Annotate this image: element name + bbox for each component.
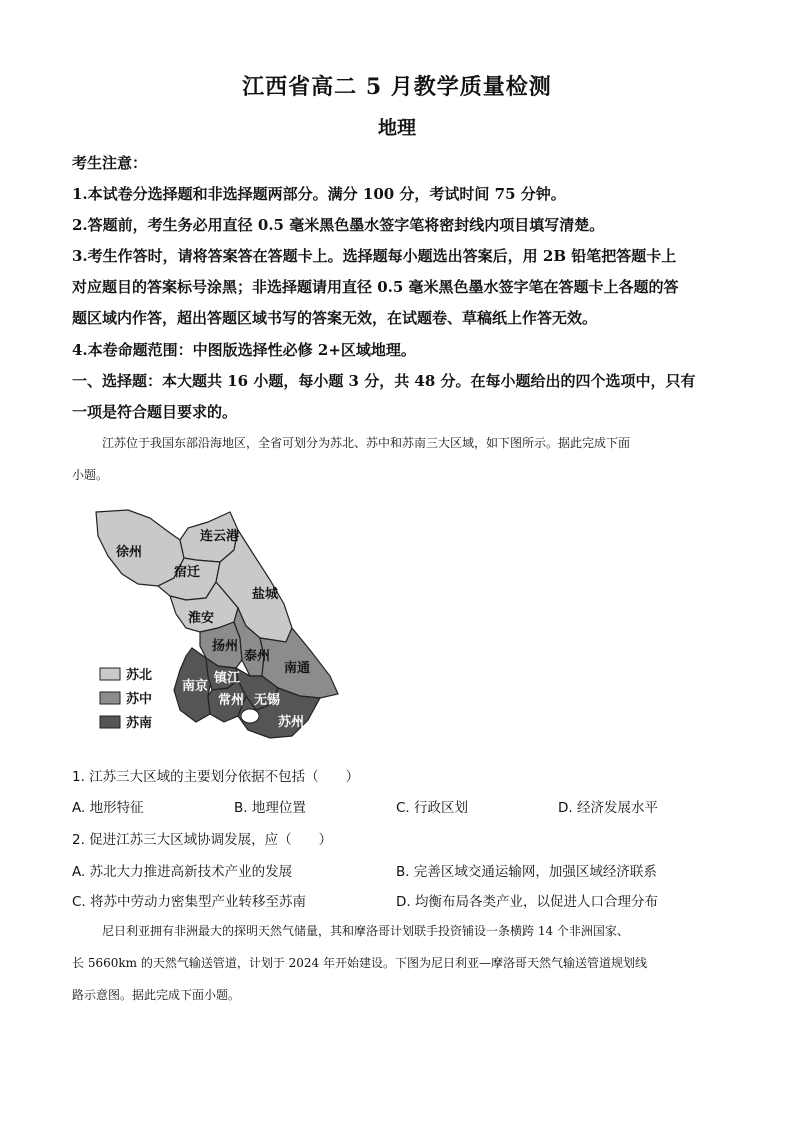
label-taizhou: 泰州 bbox=[244, 649, 271, 664]
legend-label-suzhong: 苏中 bbox=[126, 692, 153, 707]
legend-swatch-suzhong bbox=[100, 692, 120, 704]
notice-item: 1.本试卷分选择题和非选择题两部分。满分 100 分，考试时间 75 分钟。 bbox=[72, 185, 566, 203]
subject-title: 地理 bbox=[377, 117, 416, 139]
notice-heading: 考生注意： bbox=[72, 154, 148, 172]
question-2-stem: 2. 促进江苏三大区域协调发展，应（ ） bbox=[72, 832, 333, 848]
section-heading: 一、选择题：本大题共 16 小题，每小题 3 分，共 48 分。在每小题给出的四个选项中，只有 bbox=[72, 372, 696, 390]
notice-item: 对应题目的答案标号涂黑；非选择题请用直径 0.5 毫米黑色墨水签字笔在答题卡上各题的答 bbox=[72, 278, 679, 296]
jiangsu-region-map bbox=[88, 500, 348, 750]
section-heading-cont: 一项是符合题目要求的。 bbox=[72, 403, 238, 421]
legend-label-sunan: 苏南 bbox=[126, 716, 153, 731]
passage-1-cont: 小题。 bbox=[72, 468, 109, 482]
notice-item: 3.考生作答时，请将答案答在答题卡上。选择题每小题选出答案后，用 2B 铅笔把答题卡上 bbox=[72, 247, 677, 265]
label-changzhou: 常州 bbox=[218, 693, 245, 708]
passage-2-cont: 长 5660km 的天然气输送管道，计划于 2024 年开始建设。下图为尼日利亚—摩洛哥天然气输送管道规划线 bbox=[72, 956, 647, 970]
q2-option-a[interactable]: A. 苏北大力推进高新技术产业的发展 bbox=[72, 864, 293, 880]
passage-2-cont2: 路示意图。据此完成下面小题。 bbox=[72, 988, 241, 1002]
label-huaian: 淮安 bbox=[188, 611, 215, 626]
exam-title: 江西省高二 5 月教学质量检测 bbox=[242, 74, 552, 100]
label-xuzhou: 徐州 bbox=[116, 545, 143, 560]
label-wuxi: 无锡 bbox=[254, 693, 281, 708]
label-suqian: 宿迁 bbox=[174, 565, 201, 580]
notice-item: 题区域内作答，超出答题区域书写的答案无效，在试题卷、草稿纸上作答无效。 bbox=[72, 309, 598, 327]
passage-2: 尼日利亚拥有非洲最大的探明天然气储量，其和摩洛哥计划联手投资铺设一条横跨 14 个非洲国家、 bbox=[102, 924, 629, 938]
question-1-stem: 1. 江苏三大区域的主要划分依据不包括（ ） bbox=[72, 769, 360, 785]
legend-swatch-subei bbox=[100, 668, 120, 680]
q1-option-d[interactable]: D. 经济发展水平 bbox=[558, 800, 658, 816]
notice-item: 2.答题前，考生务必用直径 0.5 毫米黑色墨水签字笔将密封线内项目填写清楚。 bbox=[72, 216, 605, 234]
label-zhenjiang: 镇江 bbox=[214, 671, 241, 686]
label-nanjing: 南京 bbox=[182, 679, 209, 694]
legend-label-subei: 苏北 bbox=[126, 668, 153, 683]
label-suzhou: 苏州 bbox=[278, 715, 305, 730]
taihu-lake bbox=[241, 709, 259, 723]
label-yancheng: 盐城 bbox=[252, 587, 279, 602]
label-nantong: 南通 bbox=[284, 661, 311, 676]
legend-swatch-sunan bbox=[100, 716, 120, 728]
q1-option-b[interactable]: B. 地理位置 bbox=[234, 800, 306, 816]
notice-item: 4.本卷命题范围：中图版选择性必修 2+区域地理。 bbox=[72, 341, 416, 359]
label-lianyungang: 连云港 bbox=[200, 529, 240, 544]
q1-option-a[interactable]: A. 地形特征 bbox=[72, 800, 144, 816]
q2-option-d[interactable]: D. 均衡布局各类产业，以促进人口合理分布 bbox=[396, 894, 658, 910]
q2-option-c[interactable]: C. 将苏中劳动力密集型产业转移至苏南 bbox=[72, 894, 307, 910]
q1-option-c[interactable]: C. 行政区划 bbox=[396, 800, 469, 816]
label-yangzhou: 扬州 bbox=[212, 639, 239, 654]
passage-1: 江苏位于我国东部沿海地区，全省可划分为苏北、苏中和苏南三大区域，如下图所示。据此完成下面 bbox=[102, 436, 631, 450]
q2-option-b[interactable]: B. 完善区域交通运输网，加强区域经济联系 bbox=[396, 864, 657, 880]
